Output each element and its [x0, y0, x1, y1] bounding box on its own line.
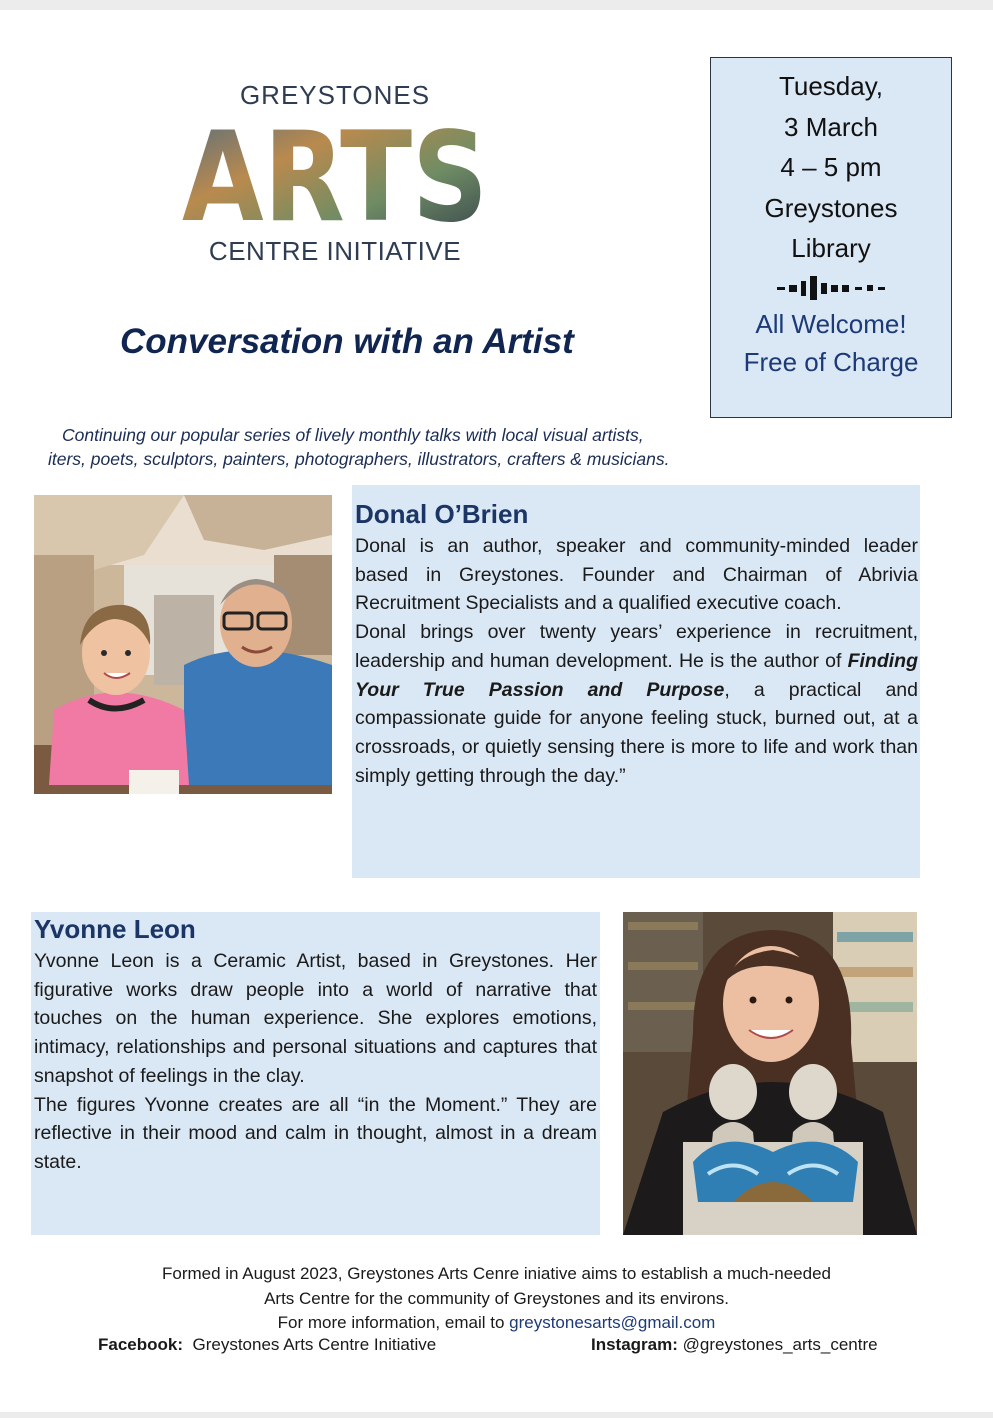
footer-line-2: Arts Centre for the community of Greystones and its environs. — [264, 1288, 729, 1308]
photo-yvonne-leon — [623, 912, 917, 1235]
decorative-divider-icon — [775, 275, 887, 301]
intro-text — [0, 423, 993, 471]
bottom-band — [0, 1412, 993, 1418]
event-price: Free of Charge — [743, 346, 919, 377]
event-day: Tuesday, — [778, 71, 884, 101]
footer-line-3 — [0, 1311, 993, 1336]
bio-donal-p2-after: , a practical and compassionate guide for anyone feeling stuck, burned out, at a crossroads, or quietly sensing there is more to life and work than simply getting through the day.” — [355, 678, 918, 787]
bio-text-yvonne — [34, 947, 597, 1177]
logo-arts-wordmark — [182, 120, 488, 230]
instagram-label: Instagram: — [591, 1335, 678, 1354]
bio-donal-paragraph-2 — [355, 618, 918, 790]
bio-yvonne-leon — [31, 912, 600, 1235]
footer-line-1: Formed in August 2023, Greystones Arts Cenre iniative aims to establish a much-needed — [161, 1264, 832, 1283]
footer — [0, 1262, 993, 1336]
instagram-value: @greystones_arts_centre — [682, 1335, 878, 1354]
facebook-label: Facebook: — [98, 1335, 184, 1354]
event-info-box — [710, 57, 952, 418]
bio-donal-obrien — [352, 485, 920, 878]
logo-bottom-text: CENTRE INITIATIVE — [208, 236, 462, 266]
logo — [170, 80, 500, 270]
photo-donal-obrien — [34, 495, 332, 794]
logo-word-text: ARTS — [182, 120, 488, 230]
artist-name-yvonne: Yvonne Leon — [34, 914, 196, 944]
email-link[interactable]: greystonesarts@gmail.com — [509, 1313, 716, 1332]
page-title: Conversation with an Artist — [120, 322, 574, 361]
bio-donal-paragraph-1: Donal is an author, speaker and community-minded leader based in Greystones. Founder and Chairman of Abrivia Recruitment Specialists and a qualified executive coach. — [355, 535, 918, 615]
footer-contact-text: For more information, email to — [277, 1313, 510, 1332]
intro-line-2: iters, poets, sculptors, painters, photographers, illustrators, crafters & musicians. — [48, 449, 670, 469]
event-venue-line1: Greystones — [764, 192, 898, 223]
bio-text-donal — [355, 532, 918, 790]
event-date: 3 March — [784, 111, 878, 142]
book-title: Finding Your True Passion and Purpose — [355, 649, 918, 701]
bio-donal-p2-before: Donal brings over twenty years’ experience in recruitment, leadership and human development. He is the author of — [355, 621, 918, 672]
facebook-info — [98, 1335, 436, 1355]
logo-top-text: GREYSTONES — [239, 80, 431, 110]
event-welcome: All Welcome! — [755, 308, 907, 339]
bio-yvonne-paragraph-1: Yvonne Leon is a Ceramic Artist, based in Greystones. Her figurative works draw people into a world of narrative that touches on the human experience. She explores emotions, intimacy, relationships and personal situations and captures that snapshot of feelings in the clay. — [34, 950, 597, 1087]
artist-name-donal: Donal O’Brien — [355, 499, 529, 529]
facebook-value: Greystones Arts Centre Initiative — [192, 1335, 437, 1354]
bio-yvonne-paragraph-2: The figures Yvonne creates are all “in the Moment.” They are reflective in their mood and calm in thought, almost in a dream state. — [34, 1093, 597, 1173]
top-band — [0, 0, 993, 10]
event-venue-line2: Library — [791, 233, 871, 263]
instagram-info — [591, 1335, 878, 1355]
event-time: 4 – 5 pm — [780, 152, 882, 182]
intro-line-1: Continuing our popular series of lively monthly talks with local visual artists, — [62, 425, 644, 445]
